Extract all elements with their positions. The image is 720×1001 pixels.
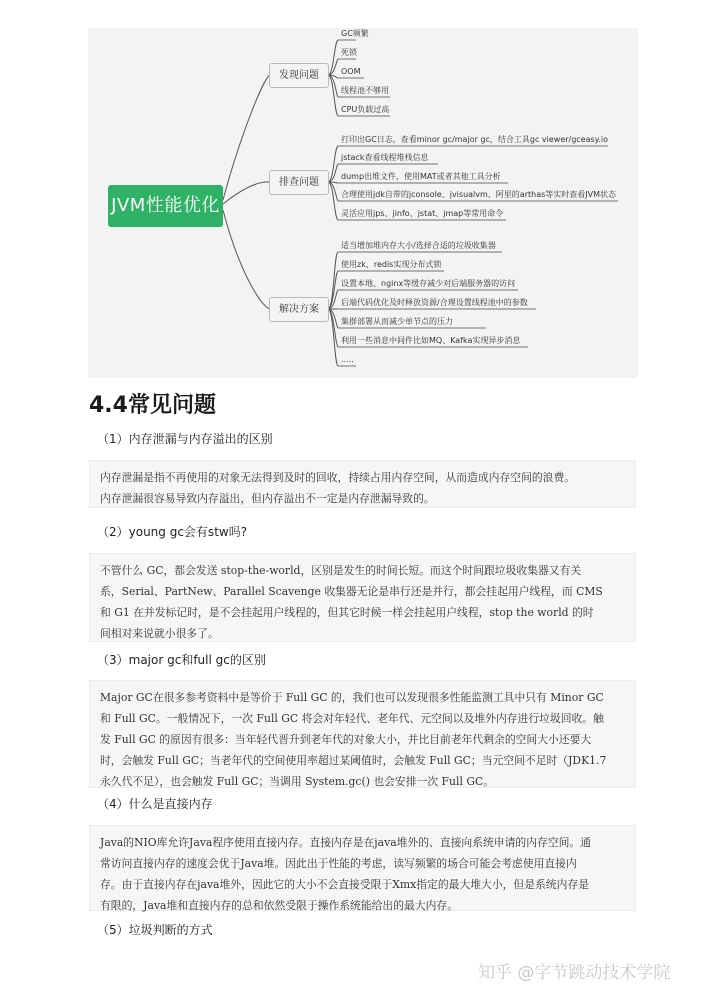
answer-line: 内存泄漏是指不再使用的对象无法得到及时的回收，持续占用内存空间，从而造成内存空间的浪费。 <box>100 471 576 484</box>
mindmap-leaf: jstack查看线程堆栈信息 <box>341 153 429 162</box>
answer-line: 时，会触发 Full GC；当老年代的空间使用率超过某阈值时，会触发 Full GC；当元空间不足时（JDK1.7 <box>100 754 607 767</box>
question-title: （1）内存泄漏与内存溢出的区别 <box>97 432 273 446</box>
question-title: （2）young gc会有stw吗? <box>97 525 248 539</box>
mindmap-leaf: ..... <box>341 355 354 364</box>
mindmap-leaf: OOM <box>341 67 361 76</box>
answer-line: 内存泄漏很容易导致内存溢出，但内存溢出不一定是内存泄漏导致的。 <box>100 492 435 505</box>
mindmap <box>88 28 638 378</box>
answer-box <box>89 680 636 788</box>
answer-line: 存。由于直接内存在java堆外，因此它的大小不会直接受限于Xmx指定的最大堆大小，但是系统内存是 <box>100 878 590 891</box>
mindmap-leaf: 合理使用jdk自带的jconsole、jvisualvm、阿里的arthas等实时查看JVM状态 <box>341 190 616 199</box>
answer-line: 和 Full GC。一般情况下，一次 Full GC 将会对年轻代、老年代、元空间以及堆外内存进行垃圾回收。触 <box>100 712 604 725</box>
mindmap-leaf: 死锁 <box>341 48 357 57</box>
mindmap-leaf: CPU负载过高 <box>341 105 390 114</box>
answer-line: 系，Serial、PartNew、Parallel Scavenge 收集器无论是串行还是并行，都会挂起用户线程，而 CMS <box>100 585 603 598</box>
answer-line: 常访问直接内存的速度会优于Java堆。因此出于性能的考虑，读写频繁的场合可能会考虑使用直接内 <box>100 857 577 870</box>
mindmap-leaf: 打印出GC日志，查看minor gc/major gc，结合工具gc viewer/gceasy.io <box>341 135 608 144</box>
answer-line: 间相对来说就小很多了。 <box>100 627 219 640</box>
question-title: （5）垃圾判断的方式 <box>97 923 213 937</box>
answer-line: 永久代不足），也会触发 Full GC；当调用 System.gc() 也会安排一次 Full GC。 <box>100 775 495 788</box>
answer-line: 不管什么 GC，都会发送 stop-the-world，区别是发生的时间长短。而这个时间跟垃圾收集器又有关 <box>100 564 582 577</box>
mindmap-branch-troubleshoot: 排查问题 <box>269 170 329 195</box>
mindmap-leaf: dump出堆文件，使用MAT或者其他工具分析 <box>341 172 501 181</box>
mindmap-leaf: 利用一些消息中间件比如MQ、Kafka实现异步消息 <box>341 336 521 345</box>
mindmap-leaf: 灵活应用jps、jinfo、jstat、jmap等常用命令 <box>341 209 504 218</box>
mindmap-leaf: 适当增加堆内存大小/选择合适的垃圾收集器 <box>341 241 496 250</box>
mindmap-central-node: JVM性能优化 <box>108 185 223 227</box>
mindmap-leaf: 后端代码优化及时释放资源/合理设置线程池中的参数 <box>341 298 528 307</box>
mindmap-leaf: 集群部署从而减少单节点的压力 <box>341 317 453 326</box>
question-title: （4）什么是直接内存 <box>97 797 213 811</box>
answer-line: 和 G1 在并发标记时，是不会挂起用户线程的，但其它时候一样会挂起用户线程，stop the world 的时 <box>100 606 594 619</box>
answer-box <box>89 553 636 642</box>
question-title: （3）major gc和full gc的区别 <box>97 653 266 667</box>
answer-line: 发 Full GC 的原因有很多：当年轻代晋升到老年代的对象大小，并比目前老年代剩余的空间大小还要大 <box>100 733 592 746</box>
answer-box <box>89 460 636 508</box>
mindmap-branch-solutions: 解决方案 <box>269 297 329 322</box>
mindmap-leaf: GC频繁 <box>341 29 369 38</box>
answer-line: 有限的，Java堆和直接内存的总和依然受限于操作系统能给出的最大内存。 <box>100 899 459 912</box>
mindmap-branch-find-problems: 发现问题 <box>269 63 329 88</box>
section-title: 4.4常见问题 <box>89 393 216 418</box>
answer-line: Major GC在很多参考资料中是等价于 Full GC 的，我们也可以发现很多性能监测工具中只有 Minor GC <box>100 691 604 704</box>
mindmap-leaf: 设置本地、nginx等缓存减少对后端服务器的访问 <box>341 279 516 288</box>
answer-box <box>89 825 636 911</box>
watermark: 知乎 @字节跳动技术学院 <box>478 963 671 983</box>
mindmap-leaf: 使用zk、redis实现分布式锁 <box>341 260 442 269</box>
mindmap-leaf: 线程池不够用 <box>341 86 389 95</box>
answer-line: Java的NIO库允许Java程序使用直接内存。直接内存是在java堆外的、直接向系统申请的内存空间。通 <box>100 836 591 849</box>
